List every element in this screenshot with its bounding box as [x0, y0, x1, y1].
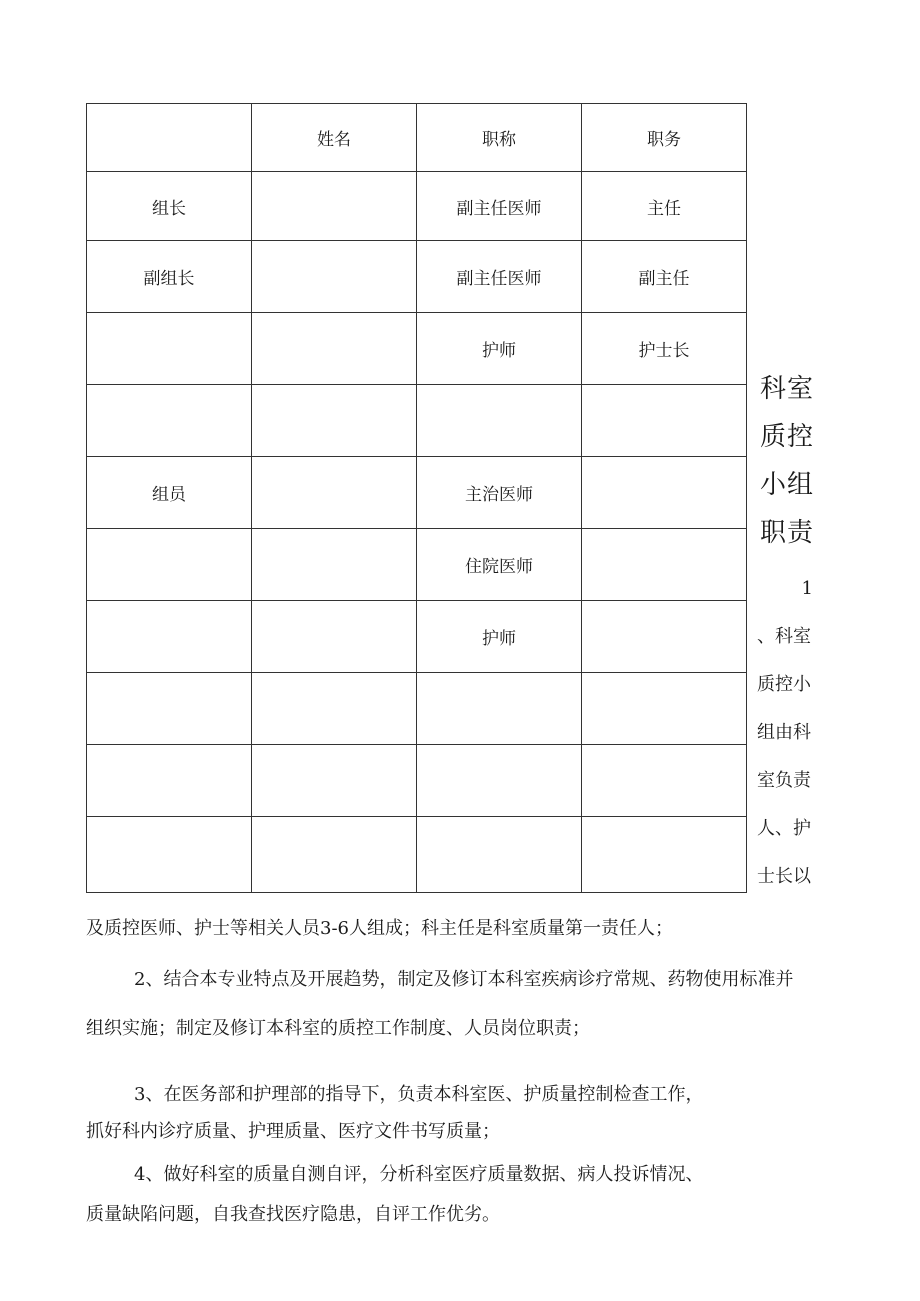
table-header-row [87, 104, 747, 172]
paragraph-line: 质量缺陷问题，自我查找医疗隐患，自评工作优劣。 [86, 1204, 500, 1225]
table-cell [252, 457, 417, 529]
table-cell: 主任 [582, 172, 747, 241]
table-cell [252, 385, 417, 457]
paragraph-line: 组织实施；制定及修订本科室的质控工作制度、人员岗位职责； [86, 1018, 590, 1039]
header-cell: 职务 [582, 104, 747, 172]
header-cell: 职称 [417, 104, 582, 172]
item-number: 1 [801, 578, 813, 599]
table-cell: 副组长 [87, 241, 252, 313]
table-cell [252, 601, 417, 673]
table-cell [87, 817, 252, 893]
header-cell [87, 104, 252, 172]
side-text-line: 室负责 [757, 770, 811, 791]
table-row [87, 385, 747, 457]
paragraph-line: 抓好科内诊疗质量、护理质量、医疗文件书写质量； [86, 1121, 500, 1142]
table-cell: 组员 [87, 457, 252, 529]
table-cell [252, 817, 417, 893]
table-row [87, 457, 747, 529]
table-cell: 副主任 [582, 241, 747, 313]
table-cell [252, 529, 417, 601]
table-cell [252, 313, 417, 385]
table-cell: 护士长 [582, 313, 747, 385]
table-cell [582, 601, 747, 673]
table-cell [87, 601, 252, 673]
table-cell [252, 745, 417, 817]
table-cell: 护师 [417, 313, 582, 385]
table-row [87, 241, 747, 313]
table-cell [582, 385, 747, 457]
table-cell [417, 745, 582, 817]
heading-line: 质控 [760, 422, 815, 452]
table-cell [417, 385, 582, 457]
table-row [87, 313, 747, 385]
table-row [87, 673, 747, 745]
table-row [87, 817, 747, 893]
table-cell [582, 817, 747, 893]
side-text-line: 人、护 [757, 818, 811, 839]
table-cell [252, 241, 417, 313]
side-text-line: 、科室 [757, 626, 811, 647]
table-cell [87, 673, 252, 745]
paragraph-line: 2、结合本专业特点及开展趋势，制定及修订本科室疾病诊疗常规、药物使用标准并 [134, 969, 794, 990]
qc-team-table [86, 103, 747, 893]
table-cell: 组长 [87, 172, 252, 241]
side-text-line: 质控小 [757, 674, 811, 695]
table-cell [582, 745, 747, 817]
table-cell [417, 673, 582, 745]
side-text-line: 士长以 [757, 866, 811, 887]
table-row [87, 172, 747, 241]
table-cell [87, 385, 252, 457]
table-cell [87, 745, 252, 817]
paragraph-line: 3、在医务部和护理部的指导下，负责本科室医、护质量控制检查工作， [134, 1084, 704, 1105]
table-cell: 副主任医师 [417, 241, 582, 313]
heading-line: 职责 [760, 518, 815, 548]
table-cell [252, 172, 417, 241]
side-text [757, 565, 819, 901]
table-cell [87, 529, 252, 601]
section-heading [760, 365, 820, 557]
table-cell: 副主任医师 [417, 172, 582, 241]
table-cell: 护师 [417, 601, 582, 673]
paragraph-line: 及质控医师、护士等相关人员3-6人组成；科主任是科室质量第一责任人； [86, 918, 673, 939]
table-cell [582, 673, 747, 745]
table-cell [252, 673, 417, 745]
side-text-line: 组由科 [757, 722, 811, 743]
heading-line: 科室 [760, 374, 815, 404]
header-cell: 姓名 [252, 104, 417, 172]
table-row [87, 529, 747, 601]
table-row [87, 601, 747, 673]
table-cell [582, 529, 747, 601]
table-row [87, 745, 747, 817]
table-cell: 主治医师 [417, 457, 582, 529]
heading-line: 小组 [760, 470, 815, 500]
table-cell [87, 313, 252, 385]
paragraph-line: 4、做好科室的质量自测自评，分析科室医疗质量数据、病人投诉情况、 [134, 1164, 704, 1185]
table-cell: 住院医师 [417, 529, 582, 601]
table-cell [582, 457, 747, 529]
table-cell [417, 817, 582, 893]
